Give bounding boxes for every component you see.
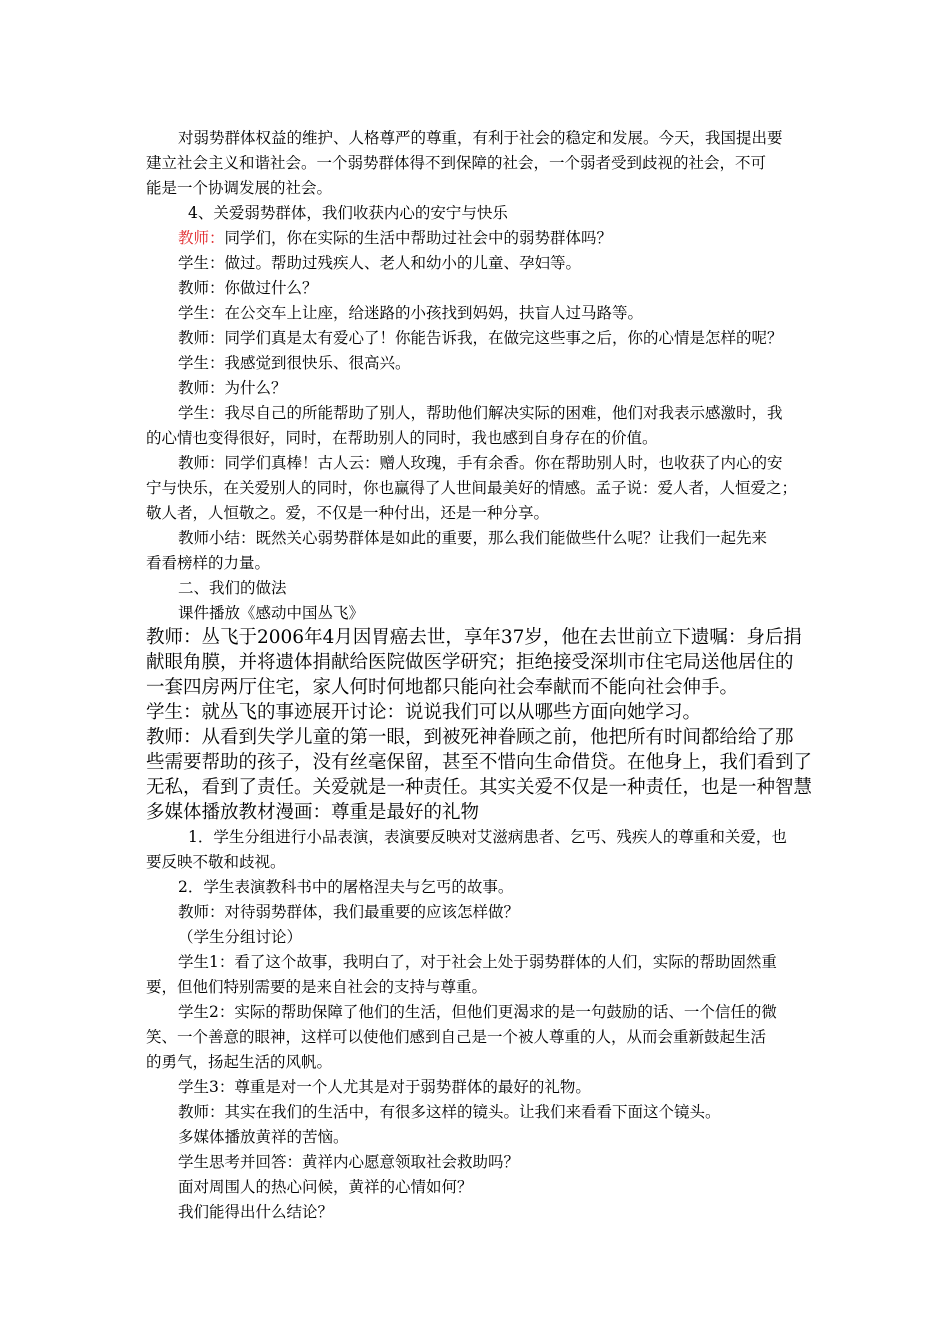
text-line: 一套四房两厅住宅，家人何时何地都只能向社会奉献而不能向社会伸手。 [146,677,739,698]
text-line: （学生分组讨论） [178,928,303,946]
text-line: 学生3：尊重是对一个人尤其是对于弱势群体的最好的礼物。 [178,1078,591,1096]
text-line: 学生：做过。帮助过残疾人、老人和幼小的儿童、孕妇等。 [178,254,582,272]
text-line: 敬人者，人恒敬之。爱，不仅是一种付出，还是一种分享。 [146,504,550,522]
text-line: 教师：从看到失学儿童的第一眼，到被死神眷顾之前，他把所有时间都给给了那 [146,727,794,748]
text-line: 对弱势群体权益的维护、人格尊严的尊重，有利于社会的稳定和发展。今天，我国提出要 [178,129,783,147]
text-line: 我们能得出什么结论？ [178,1203,334,1221]
text-line: 课件播放《感动中国丛飞》 [178,604,365,622]
text-line: 学生：我尽自己的所能帮助了别人，帮助他们解决实际的困难，他们对我表示感激时，我 [178,404,783,422]
text-line: 学生：我感觉到很快乐、很高兴。 [178,354,411,372]
text-line: 教师：同学们真是太有爱心了！你能告诉我，在做完这些事之后，你的心情是怎样的呢？ [178,329,783,347]
text-line: 献眼角膜，并将遗体捐献给医院做医学研究；拒绝接受深圳市住宅局送他居住的 [146,652,794,673]
text-line: 多媒体播放黄祥的苦恼。 [178,1128,349,1146]
text-line: 看看榜样的力量。 [146,554,271,572]
text-line: 教师：其实在我们的生活中，有很多这样的镜头。让我们来看看下面这个镜头。 [178,1103,721,1121]
section-heading: 二、我们的做法 [178,579,287,597]
text-line: 建立社会主义和谐社会。一个弱势群体得不到保障的社会，一个弱者受到歧视的社会，不可 [146,154,767,172]
text-line: 宁与快乐，在关爱别人的同时，你也赢得了人世间最美好的情感。孟子说：爱人者，人恒爱之； [146,479,798,497]
text-line: 能是一个协调发展的社会。 [146,179,333,197]
text-line: 教师小结：既然关心弱势群体是如此的重要，那么我们能做些什么呢？让我们一起先来 [178,529,768,547]
text-line: 要，但他们特别需要的是来自社会的支持与尊重。 [146,978,488,996]
text-line: 学生2：实际的帮助保障了他们的生活，但他们更渴求的是一句鼓励的话、一个信任的微 [178,1003,777,1021]
text-line: 面对周围人的热心问候，黄祥的心情如何？ [178,1178,473,1196]
text-line [178,227,612,249]
section-heading: 4、关爱弱势群体，我们收获内心的安宁与快乐 [188,204,508,222]
list-item: 2．学生表演教科书中的屠格涅夫与乞丐的故事。 [178,878,514,896]
text-line: 学生：就丛飞的事迹展开讨论：说说我们可以从哪些方面向她学习。 [146,702,702,723]
list-item: 1．学生分组进行小品表演，表演要反映对艾滋病患者、乞丐、残疾人的尊重和关爱，也 [188,828,787,846]
dialogue-text: 同学们，你在实际的生活中帮助过社会中的弱势群体吗？ [224,229,613,247]
text-line: 教师：同学们真棒！古人云：赠人玫瑰，手有余香。你在帮助别人时，也收获了内心的安 [178,454,783,472]
text-line: 教师：对待弱势群体，我们最重要的应该怎样做？ [178,903,520,921]
text-line: 多媒体播放教材漫画：尊重是最好的礼物 [146,802,480,823]
text-line: 的心情也变得很好，同时，在帮助别人的同时，我也感到自身存在的价值。 [146,429,658,447]
text-line: 要反映不敬和歧视。 [146,853,286,871]
text-line: 学生1：看了这个故事，我明白了，对于社会上处于弱势群体的人们，实际的帮助固然重 [178,953,777,971]
text-line: 些需要帮助的孩子，没有丝毫保留，甚至不惜向生命借贷。在他身上，我们看到了 [146,752,813,773]
text-line: 学生：在公交车上让座，给迷路的小孩找到妈妈，扶盲人过马路等。 [178,304,644,322]
text-line: 学生思考并回答：黄祥内心愿意领取社会救助吗？ [178,1153,520,1171]
text-line: 教师：为什么？ [178,379,287,397]
speaker-label: 教师： [178,229,225,247]
text-line: 的勇气，扬起生活的风帆。 [146,1053,333,1071]
text-line: 教师：丛飞于2006年4月因胃癌去世，享年37岁，他在去世前立下遗嘱：身后捐 [146,627,802,648]
text-line: 教师：你做过什么？ [178,279,318,297]
text-line: 笑、一个善意的眼神，这样可以使他们感到自己是一个被人尊重的人，从而会重新鼓起生活 [146,1028,767,1046]
text-line: 无私，看到了责任。关爱就是一种责任。其实关爱不仅是一种责任，也是一种智慧 [146,777,813,798]
